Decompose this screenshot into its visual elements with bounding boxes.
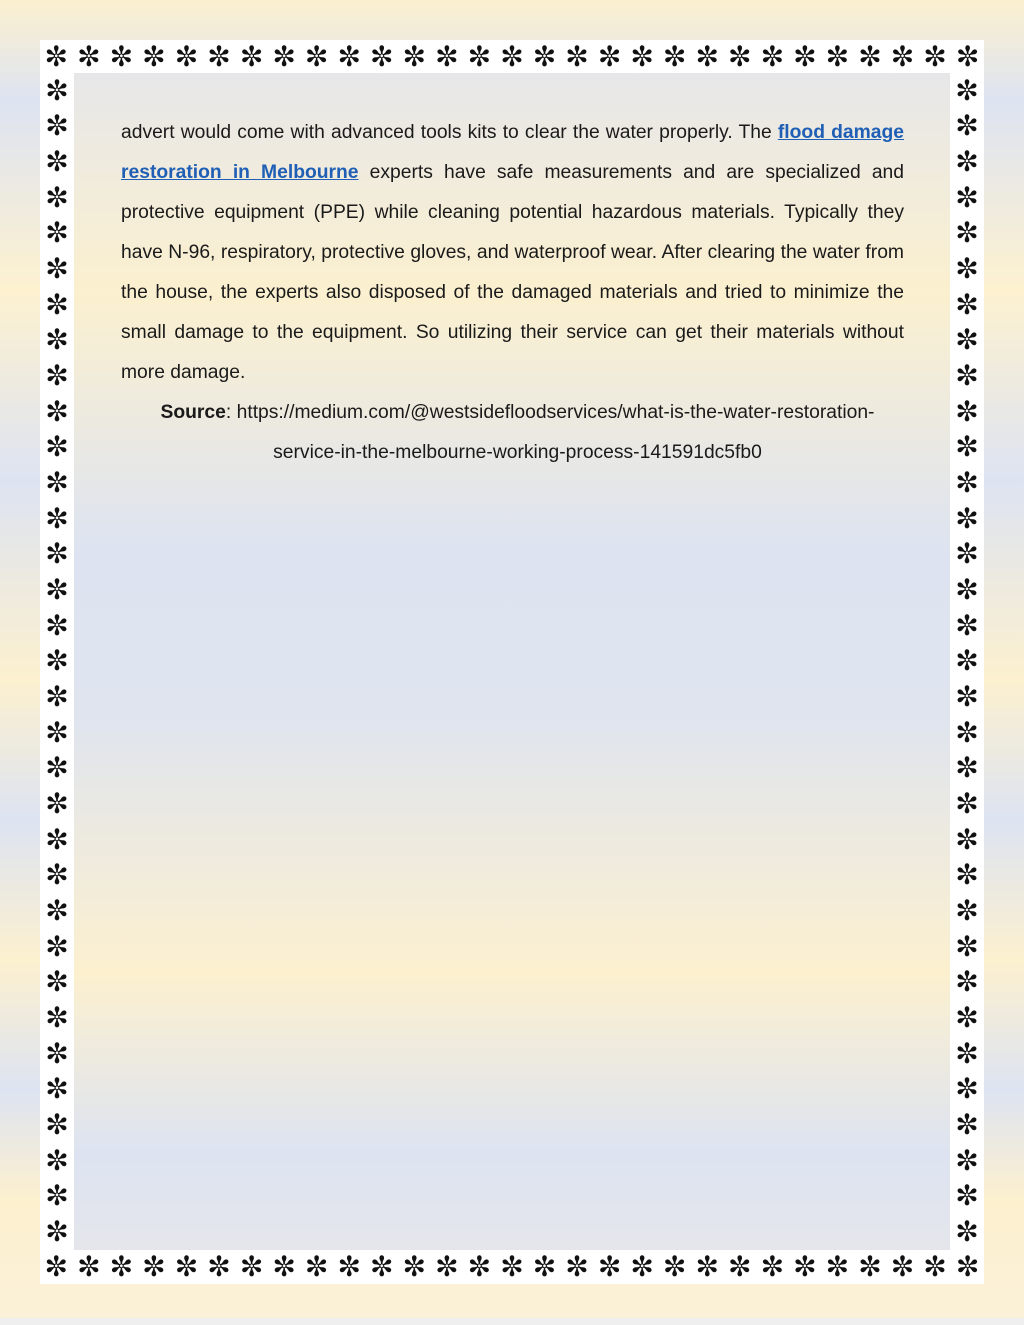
flower-ornament-icon: ✼ bbox=[45, 287, 69, 321]
flower-ornament-icon: ✼ bbox=[45, 893, 69, 927]
flower-ornament-icon: ✼ bbox=[955, 359, 979, 393]
flower-ornament-icon: ✼ bbox=[955, 1250, 980, 1283]
flower-ornament-icon: ✼ bbox=[45, 929, 69, 963]
paragraph-text-before: advert would come with advanced tools kits to clear the water properly. The bbox=[121, 122, 778, 143]
flower-ornament-icon: ✼ bbox=[45, 1107, 69, 1141]
flower-ornament-icon: ✼ bbox=[955, 965, 979, 999]
flower-ornament-icon: ✼ bbox=[955, 608, 979, 642]
flower-ornament-icon: ✼ bbox=[955, 1179, 979, 1213]
flower-ornament-icon: ✼ bbox=[174, 1250, 199, 1283]
flower-ornament-icon: ✼ bbox=[272, 40, 296, 73]
flower-ornament-icon: ✼ bbox=[44, 40, 68, 73]
flower-ornament-icon: ✼ bbox=[955, 715, 979, 749]
flower-ornament-icon: ✼ bbox=[370, 40, 394, 73]
flower-ornament-icon: ✼ bbox=[45, 573, 69, 607]
flower-ornament-icon: ✼ bbox=[45, 858, 69, 892]
flower-ornament-icon: ✼ bbox=[728, 1250, 752, 1283]
flower-ornament-icon: ✼ bbox=[955, 1107, 979, 1141]
flower-ornament-icon: ✼ bbox=[45, 109, 69, 143]
flower-ornament-icon: ✼ bbox=[45, 73, 69, 107]
flower-ornament-icon: ✼ bbox=[45, 216, 69, 250]
flower-ornament-icon: ✼ bbox=[45, 822, 69, 856]
flower-ornament-icon: ✼ bbox=[825, 1250, 850, 1283]
flower-ornament-icon: ✼ bbox=[435, 40, 459, 73]
flower-ornament-icon: ✼ bbox=[955, 180, 979, 214]
flower-ornament-icon: ✼ bbox=[565, 1250, 589, 1283]
flower-ornament-icon: ✼ bbox=[239, 1250, 264, 1283]
source-line bbox=[121, 393, 904, 473]
flower-ornament-icon: ✼ bbox=[45, 1000, 69, 1034]
flower-ornament-icon: ✼ bbox=[955, 929, 979, 963]
source-separator: : bbox=[225, 402, 237, 423]
flower-ornament-icon: ✼ bbox=[142, 40, 166, 73]
flower-ornament-icon: ✼ bbox=[45, 1072, 69, 1106]
flower-ornament-icon: ✼ bbox=[825, 40, 850, 73]
flower-ornament-icon: ✼ bbox=[565, 40, 589, 73]
flower-ornament-icon: ✼ bbox=[272, 1250, 296, 1283]
flower-ornament-icon: ✼ bbox=[858, 40, 882, 73]
flower-ornament-icon: ✼ bbox=[532, 1250, 557, 1283]
flower-ornament-icon: ✼ bbox=[532, 40, 557, 73]
flower-ornament-icon: ✼ bbox=[955, 858, 979, 892]
flower-ornament-icon: ✼ bbox=[45, 537, 69, 571]
flower-ornament-icon: ✼ bbox=[45, 786, 69, 820]
flower-ornament-icon: ✼ bbox=[955, 287, 979, 321]
flower-ornament-icon: ✼ bbox=[955, 786, 979, 820]
flower-ornament-icon: ✼ bbox=[955, 73, 979, 107]
flower-ornament-icon: ✼ bbox=[760, 40, 785, 73]
flower-ornament-icon: ✼ bbox=[955, 822, 979, 856]
flower-ornament-icon: ✼ bbox=[45, 359, 69, 393]
border-bottom-ornaments bbox=[40, 1250, 984, 1284]
flower-ornament-icon: ✼ bbox=[45, 145, 69, 179]
source-url: https://medium.com/@westsidefloodservices/what-is-the-water-restoration-service-in-the-melbourne-working-process-141591dc5fb0 bbox=[236, 402, 875, 463]
flower-ornament-icon: ✼ bbox=[630, 40, 654, 73]
flower-ornament-icon: ✼ bbox=[500, 1250, 524, 1283]
flower-ornament-icon: ✼ bbox=[77, 1250, 101, 1283]
flower-ornament-icon: ✼ bbox=[142, 1250, 166, 1283]
flower-ornament-icon: ✼ bbox=[955, 394, 979, 428]
flood-restoration-link[interactable]: flood damage restoration in Melbourne bbox=[121, 122, 904, 183]
flower-ornament-icon: ✼ bbox=[337, 40, 361, 73]
flower-ornament-icon: ✼ bbox=[955, 537, 979, 571]
border-right-ornaments bbox=[950, 73, 984, 1250]
flower-ornament-icon: ✼ bbox=[955, 40, 980, 73]
flower-ornament-icon: ✼ bbox=[109, 40, 134, 73]
flower-ornament-icon: ✼ bbox=[45, 608, 69, 642]
flower-ornament-icon: ✼ bbox=[109, 1250, 134, 1283]
flower-ornament-icon: ✼ bbox=[597, 1250, 622, 1283]
flower-ornament-icon: ✼ bbox=[955, 679, 979, 713]
flower-ornament-icon: ✼ bbox=[45, 180, 69, 214]
flower-ornament-icon: ✼ bbox=[955, 323, 979, 357]
flower-ornament-icon: ✼ bbox=[955, 1036, 979, 1070]
flower-ornament-icon: ✼ bbox=[207, 40, 231, 73]
flower-ornament-icon: ✼ bbox=[955, 1214, 979, 1248]
flower-ornament-icon: ✼ bbox=[662, 40, 687, 73]
flower-ornament-icon: ✼ bbox=[760, 1250, 785, 1283]
flower-ornament-icon: ✼ bbox=[955, 573, 979, 607]
body-paragraph bbox=[121, 113, 904, 393]
flower-ornament-icon: ✼ bbox=[955, 145, 979, 179]
flower-ornament-icon: ✼ bbox=[597, 40, 622, 73]
flower-ornament-icon: ✼ bbox=[45, 323, 69, 357]
flower-ornament-icon: ✼ bbox=[77, 40, 101, 73]
flower-ornament-icon: ✼ bbox=[728, 40, 752, 73]
flower-ornament-icon: ✼ bbox=[44, 1250, 68, 1283]
flower-ornament-icon: ✼ bbox=[695, 40, 719, 73]
flower-ornament-icon: ✼ bbox=[955, 466, 979, 500]
flower-ornament-icon: ✼ bbox=[239, 40, 264, 73]
flower-ornament-icon: ✼ bbox=[955, 430, 979, 464]
flower-ornament-icon: ✼ bbox=[695, 1250, 719, 1283]
flower-ornament-icon: ✼ bbox=[45, 679, 69, 713]
flower-ornament-icon: ✼ bbox=[858, 1250, 882, 1283]
flower-ornament-icon: ✼ bbox=[500, 40, 524, 73]
border-top-ornaments bbox=[40, 40, 984, 73]
source-label: Source bbox=[160, 402, 226, 423]
paragraph-text-after: experts have safe measurements and are specialized and protective equipment (PPE) while cleaning potential hazardous materials. Typically they have N-96, respiratory, protective gloves, and waterproof wear. After clearing the water from the house, the experts also disposed of the damaged materials and tried to minimize the small damage to the equipment. So utilizing their service can get their materials without more damage. bbox=[121, 162, 904, 383]
flower-ornament-icon: ✼ bbox=[662, 1250, 687, 1283]
flower-ornament-icon: ✼ bbox=[370, 1250, 394, 1283]
flower-ornament-icon: ✼ bbox=[630, 1250, 654, 1283]
flower-ornament-icon: ✼ bbox=[955, 893, 979, 927]
flower-ornament-icon: ✼ bbox=[955, 109, 979, 143]
flower-ornament-icon: ✼ bbox=[955, 644, 979, 678]
flower-ornament-icon: ✼ bbox=[435, 1250, 459, 1283]
flower-ornament-icon: ✼ bbox=[45, 1214, 69, 1248]
flower-ornament-icon: ✼ bbox=[402, 40, 427, 73]
flower-ornament-icon: ✼ bbox=[45, 252, 69, 286]
flower-ornament-icon: ✼ bbox=[793, 40, 817, 73]
flower-ornament-icon: ✼ bbox=[955, 1072, 979, 1106]
flower-ornament-icon: ✼ bbox=[955, 252, 979, 286]
document-body bbox=[121, 113, 904, 473]
flower-ornament-icon: ✼ bbox=[955, 216, 979, 250]
flower-ornament-icon: ✼ bbox=[955, 501, 979, 535]
flower-ornament-icon: ✼ bbox=[923, 1250, 947, 1283]
border-left-ornaments bbox=[40, 73, 74, 1250]
flower-ornament-icon: ✼ bbox=[890, 1250, 915, 1283]
flower-ornament-icon: ✼ bbox=[793, 1250, 817, 1283]
flower-ornament-icon: ✼ bbox=[207, 1250, 231, 1283]
flower-ornament-icon: ✼ bbox=[45, 501, 69, 535]
flower-ornament-icon: ✼ bbox=[304, 40, 329, 73]
flower-ornament-icon: ✼ bbox=[45, 466, 69, 500]
flower-ornament-icon: ✼ bbox=[467, 40, 492, 73]
flower-ornament-icon: ✼ bbox=[45, 644, 69, 678]
flower-ornament-icon: ✼ bbox=[45, 715, 69, 749]
flower-ornament-icon: ✼ bbox=[955, 1143, 979, 1177]
flower-ornament-icon: ✼ bbox=[45, 965, 69, 999]
flower-ornament-icon: ✼ bbox=[45, 1143, 69, 1177]
flower-ornament-icon: ✼ bbox=[890, 40, 915, 73]
flower-ornament-icon: ✼ bbox=[467, 1250, 492, 1283]
flower-ornament-icon: ✼ bbox=[955, 1000, 979, 1034]
flower-ornament-icon: ✼ bbox=[402, 1250, 427, 1283]
flower-ornament-icon: ✼ bbox=[45, 1036, 69, 1070]
flower-ornament-icon: ✼ bbox=[174, 40, 199, 73]
flower-ornament-icon: ✼ bbox=[337, 1250, 361, 1283]
flower-ornament-icon: ✼ bbox=[45, 1179, 69, 1213]
flower-ornament-icon: ✼ bbox=[304, 1250, 329, 1283]
flower-ornament-icon: ✼ bbox=[923, 40, 947, 73]
flower-ornament-icon: ✼ bbox=[955, 751, 979, 785]
flower-ornament-icon: ✼ bbox=[45, 394, 69, 428]
flower-ornament-icon: ✼ bbox=[45, 751, 69, 785]
flower-ornament-icon: ✼ bbox=[45, 430, 69, 464]
